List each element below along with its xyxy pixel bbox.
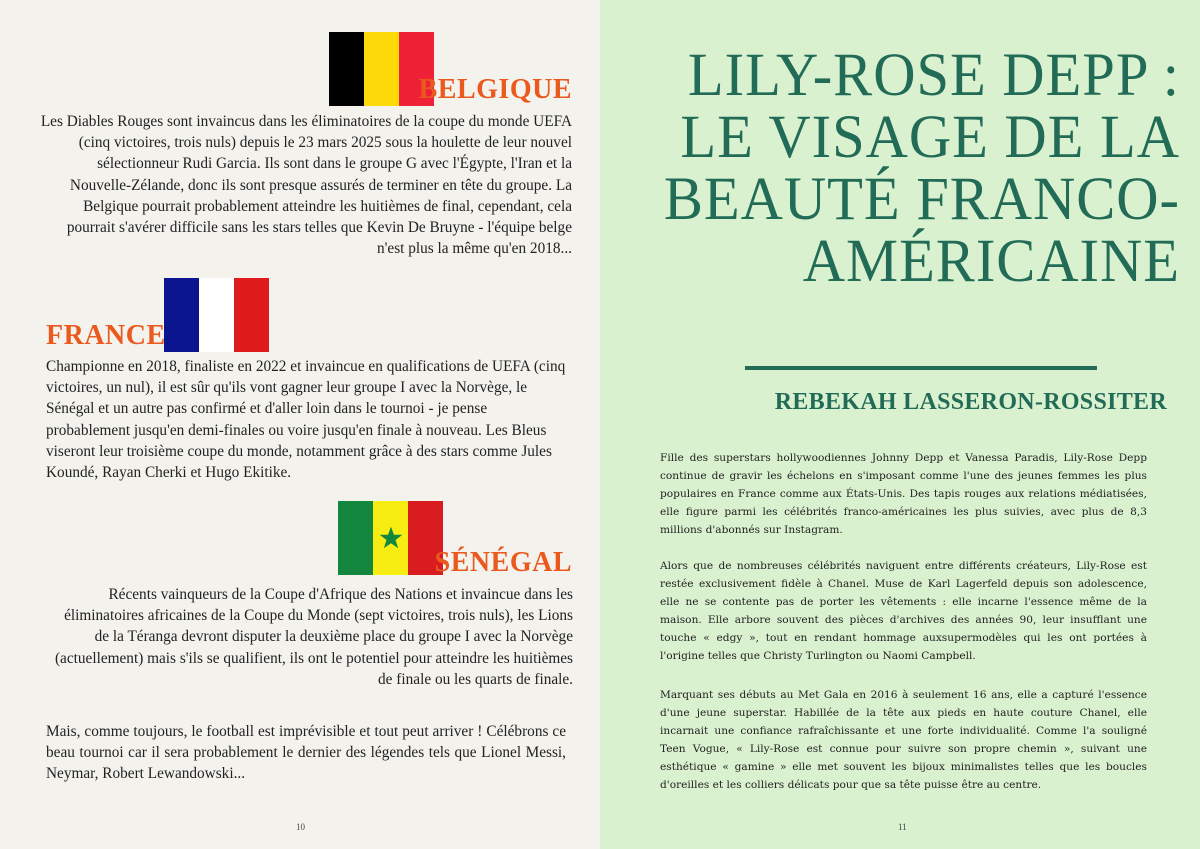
senegal-title: SÉNÉGAL [434,547,572,578]
flag-stripe [364,32,399,106]
article-paragraph-1: Fille des superstars hollywoodiennes Johnny Depp et Vanessa Paradis, Lily-Rose Depp continue de gravir les échelons en s'imposant comme l'une des jeunes femmes les plus populaires en France comme aux États-Unis. Des tapis rouges aux relations médiatisées, elle figure parmi les célébrités franco-américaines les plus suivies, avec plus de 8,3 millions d'abonnés sur Instagram. [660,452,1147,536]
flag-stripe [164,278,199,352]
author-name: REBEKAH LASSERON-ROSSITER [774,389,1167,415]
senegal-flag [338,501,443,575]
star-icon [378,525,404,551]
flag-stripe [234,278,269,352]
closing-paragraph: Mais, comme toujours, le football est imprévisible et tout peut arriver ! Célébrons ce beau tournoi car il sera probablement le dernier des légendes tels que Lionel Messi, Neymar, Robert Lewandowski... [46,723,566,783]
page-number-right: 11 [898,822,907,832]
flag-stripe [199,278,234,352]
belgique-title: BELGIQUE [418,74,572,105]
article-headline: LILY-ROSE DEPP : LE VISAGE DE LA BEAUTÉ FRANCO-AMÉRICAINE [663,42,1180,295]
headline-divider [745,366,1097,370]
flag-stripe [338,501,373,575]
france-flag [164,278,269,352]
article-paragraph-2: Alors que de nombreuses célébrités naviguent entre différents créateurs, Lily-Rose est restée exclusivement fidèle à Chanel. Muse de Karl Lagerfeld depuis son adolescence, elle ne se contente pas de porter les vêtements : elle incarne l'essence même de la maison. Elle arbore souvent des pièces d'archives des années 90, leur insufflant une touche « edgy », tout en rendant hommage auxsupermodèles qui les ont portées à l'origine telles que Christy Turlington ou Naomi Campbell. [660,560,1147,662]
france-title: FRANCE [46,320,166,351]
article-paragraph-3: Marquant ses débuts au Met Gala en 2016 à seulement 16 ans, elle a capturé l'essence d'une jeune superstar. Habillée de la tête aux pieds en haute couture Chanel, elle incarnait une confiance rafraîchissante et une forte individualité. Comme l'a souligné Teen Vogue, « Lily-Rose est connue pour suivre son propre chemin », suivant une esthétique « gamine » elle met souvent les bijoux minimalistes telles que les boucles d'oreilles et les colliers délicats pour que sa tête puisse être au centre. [660,689,1147,791]
france-paragraph: Championne en 2018, finaliste en 2022 et invaincue en qualifications de UEFA (cinq victoires, un nul), il est sûr qu'ils vont gagner leur groupe I avec la Norvège, le Sénégal et un autre pas confirmé et d'aller loin dans le tournoi - je pense probablement jusqu'en demi-finales ou voire jusqu'en finale à nouveau. Les Bleus viseront leur troisième coupe du monde, notamment grâce à des stars comme Jules Koundé, Rayan Cherki et Hugo Ekitike. [46,358,566,482]
flag-stripe [329,32,364,106]
belgique-paragraph: Les Diables Rouges sont invaincus dans les éliminatoires de la coupe du monde UEFA (cinq victoires, trois nuls) depuis le 23 mars 2025 sous la houlette de leur nouvel sélectionneur Rudi Garcia. Ils sont dans le groupe G avec l'Égypte, l'Iran et la Nouvelle-Zélande, donc ils sont presque assurés de terminer en tête du groupe. La Belgique pourrait probablement atteindre les huitièmes de final, cependant, cela pourrait s'avérer difficile sans les stars telles que Kevin De Bruyne - l'équipe belge n'est plus la même qu'en 2018... [40,113,572,258]
senegal-paragraph: Récents vainqueurs de la Coupe d'Afrique des Nations et invaincue dans les éliminatoires africaines de la Coupe du Monde (sept victoires, trois nuls), les Lions de la Téranga devront disputer la deuxième place du groupe I avec la Norvège (actuellement) mais s'ils se qualifient, ils ont le potentiel pour atteindre les huitièmes de finale ou les quarts de finale. [54,586,573,688]
flag-stripe [373,501,408,575]
page-number-left: 10 [296,822,305,832]
